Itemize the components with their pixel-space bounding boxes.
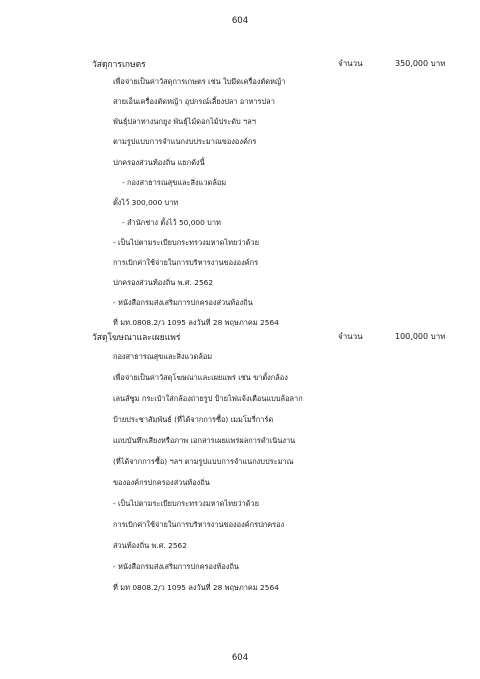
description-line: สายเอ็นเครื่องตัดหญ้า อุปกรณ์เลี้ยงปลา อาหารปลา (113, 97, 275, 106)
section-title: วัสดุการเกษตร (92, 60, 146, 70)
description-line: ตามรูปแบบการจำแนกงบประมาณขององค์กร (113, 137, 257, 146)
description-line: ที่ มท 0808.2/ว 1095 ลงวันที่ 28 พฤษภาคม 2564 (113, 583, 279, 592)
description-line: ตั้งไว้ 300,000 บาท (113, 198, 179, 207)
page-number-top: 604 (231, 16, 249, 26)
description-line: - หนังสือกรมส่งเสริมการปกครองท้องถิ่น (113, 562, 239, 571)
description-line: เพื่อจ่ายเป็นค่าวัสดุการเกษตร เช่น ใบมีดเครื่องตัดหญ้า (113, 77, 286, 86)
description-line: ที่ มท.0808.2/ว 1095 ลงวันที่ 28 พฤษภาคม 2564 (113, 318, 279, 327)
amount-value: 100,000 บาท (395, 332, 446, 341)
description-line: ส่วนท้องถิ่น พ.ศ. 2562 (113, 541, 187, 550)
description-line: (ที่ได้จากการซื้อ) ฯลฯ ตามรูปแบบการจำแนกงบประมาณ (113, 457, 294, 466)
description-line: เพื่อจ่ายเป็นค่าวัสดุโฆษณาและเผยแพร่ เช่น ขาตั้งกล้อง (113, 373, 288, 382)
description-line: เลนส์ซูม กระเป๋าใส่กล้องถ่ายรูป ป้ายไฟแจ้งเตือนแบบล้อลาก (113, 394, 303, 403)
amount-label: จำนวน (338, 332, 363, 341)
section-title: วัสดุโฆษณาและเผยแพร่ (92, 333, 181, 343)
description-line: ปกครองส่วนท้องถิ่น แยกดังนี้ (113, 158, 205, 167)
description-line: การเบิกค่าใช้จ่ายในการบริหารงานขององค์กรปกครอง (113, 520, 285, 529)
description-line: - สำนักช่าง ตั้งไว้ 50,000 บาท (122, 218, 221, 227)
description-line: แถบบันทึกเสียงหรือภาพ เอกสารเผยแพร่ผลการดำเนินงาน (113, 436, 296, 445)
page-number-bottom: 604 (231, 653, 249, 663)
description-line: - กองสาธารณสุขและสิ่งแวดล้อม (122, 178, 227, 187)
description-line: ขององค์กรปกครองส่วนท้องถิ่น (113, 478, 210, 487)
description-line: ป้ายประชาสัมพันธ์ (ที่ได้จากการซื้อ) เมมโมรี่การ์ด (113, 415, 274, 424)
amount-label: จำนวน (338, 59, 363, 68)
description-line: กองสาธารณสุขและสิ่งแวดล้อม (113, 352, 213, 361)
description-line: การเบิกค่าใช้จ่ายในการบริหารงานขององค์กร (113, 258, 259, 267)
description-line: พันธุ์ปลาทางนกยูง พันธุ์ไม้ดอกไม้ประดับ ฯลฯ (113, 117, 256, 126)
description-line: ปกครองส่วนท้องถิ่น พ.ศ. 2562 (113, 278, 214, 287)
description-line: - เป็นไปตามระเบียบกระทรวงมหาดไทยว่าด้วย (113, 238, 259, 247)
description-line: - เป็นไปตามระเบียบกระทรวงมหาดไทยว่าด้วย (113, 499, 259, 508)
amount-value: 350,000 บาท (395, 59, 446, 68)
description-line: - หนังสือกรมส่งเสริมการปกครองส่วนท้องถิ่น (113, 298, 253, 307)
